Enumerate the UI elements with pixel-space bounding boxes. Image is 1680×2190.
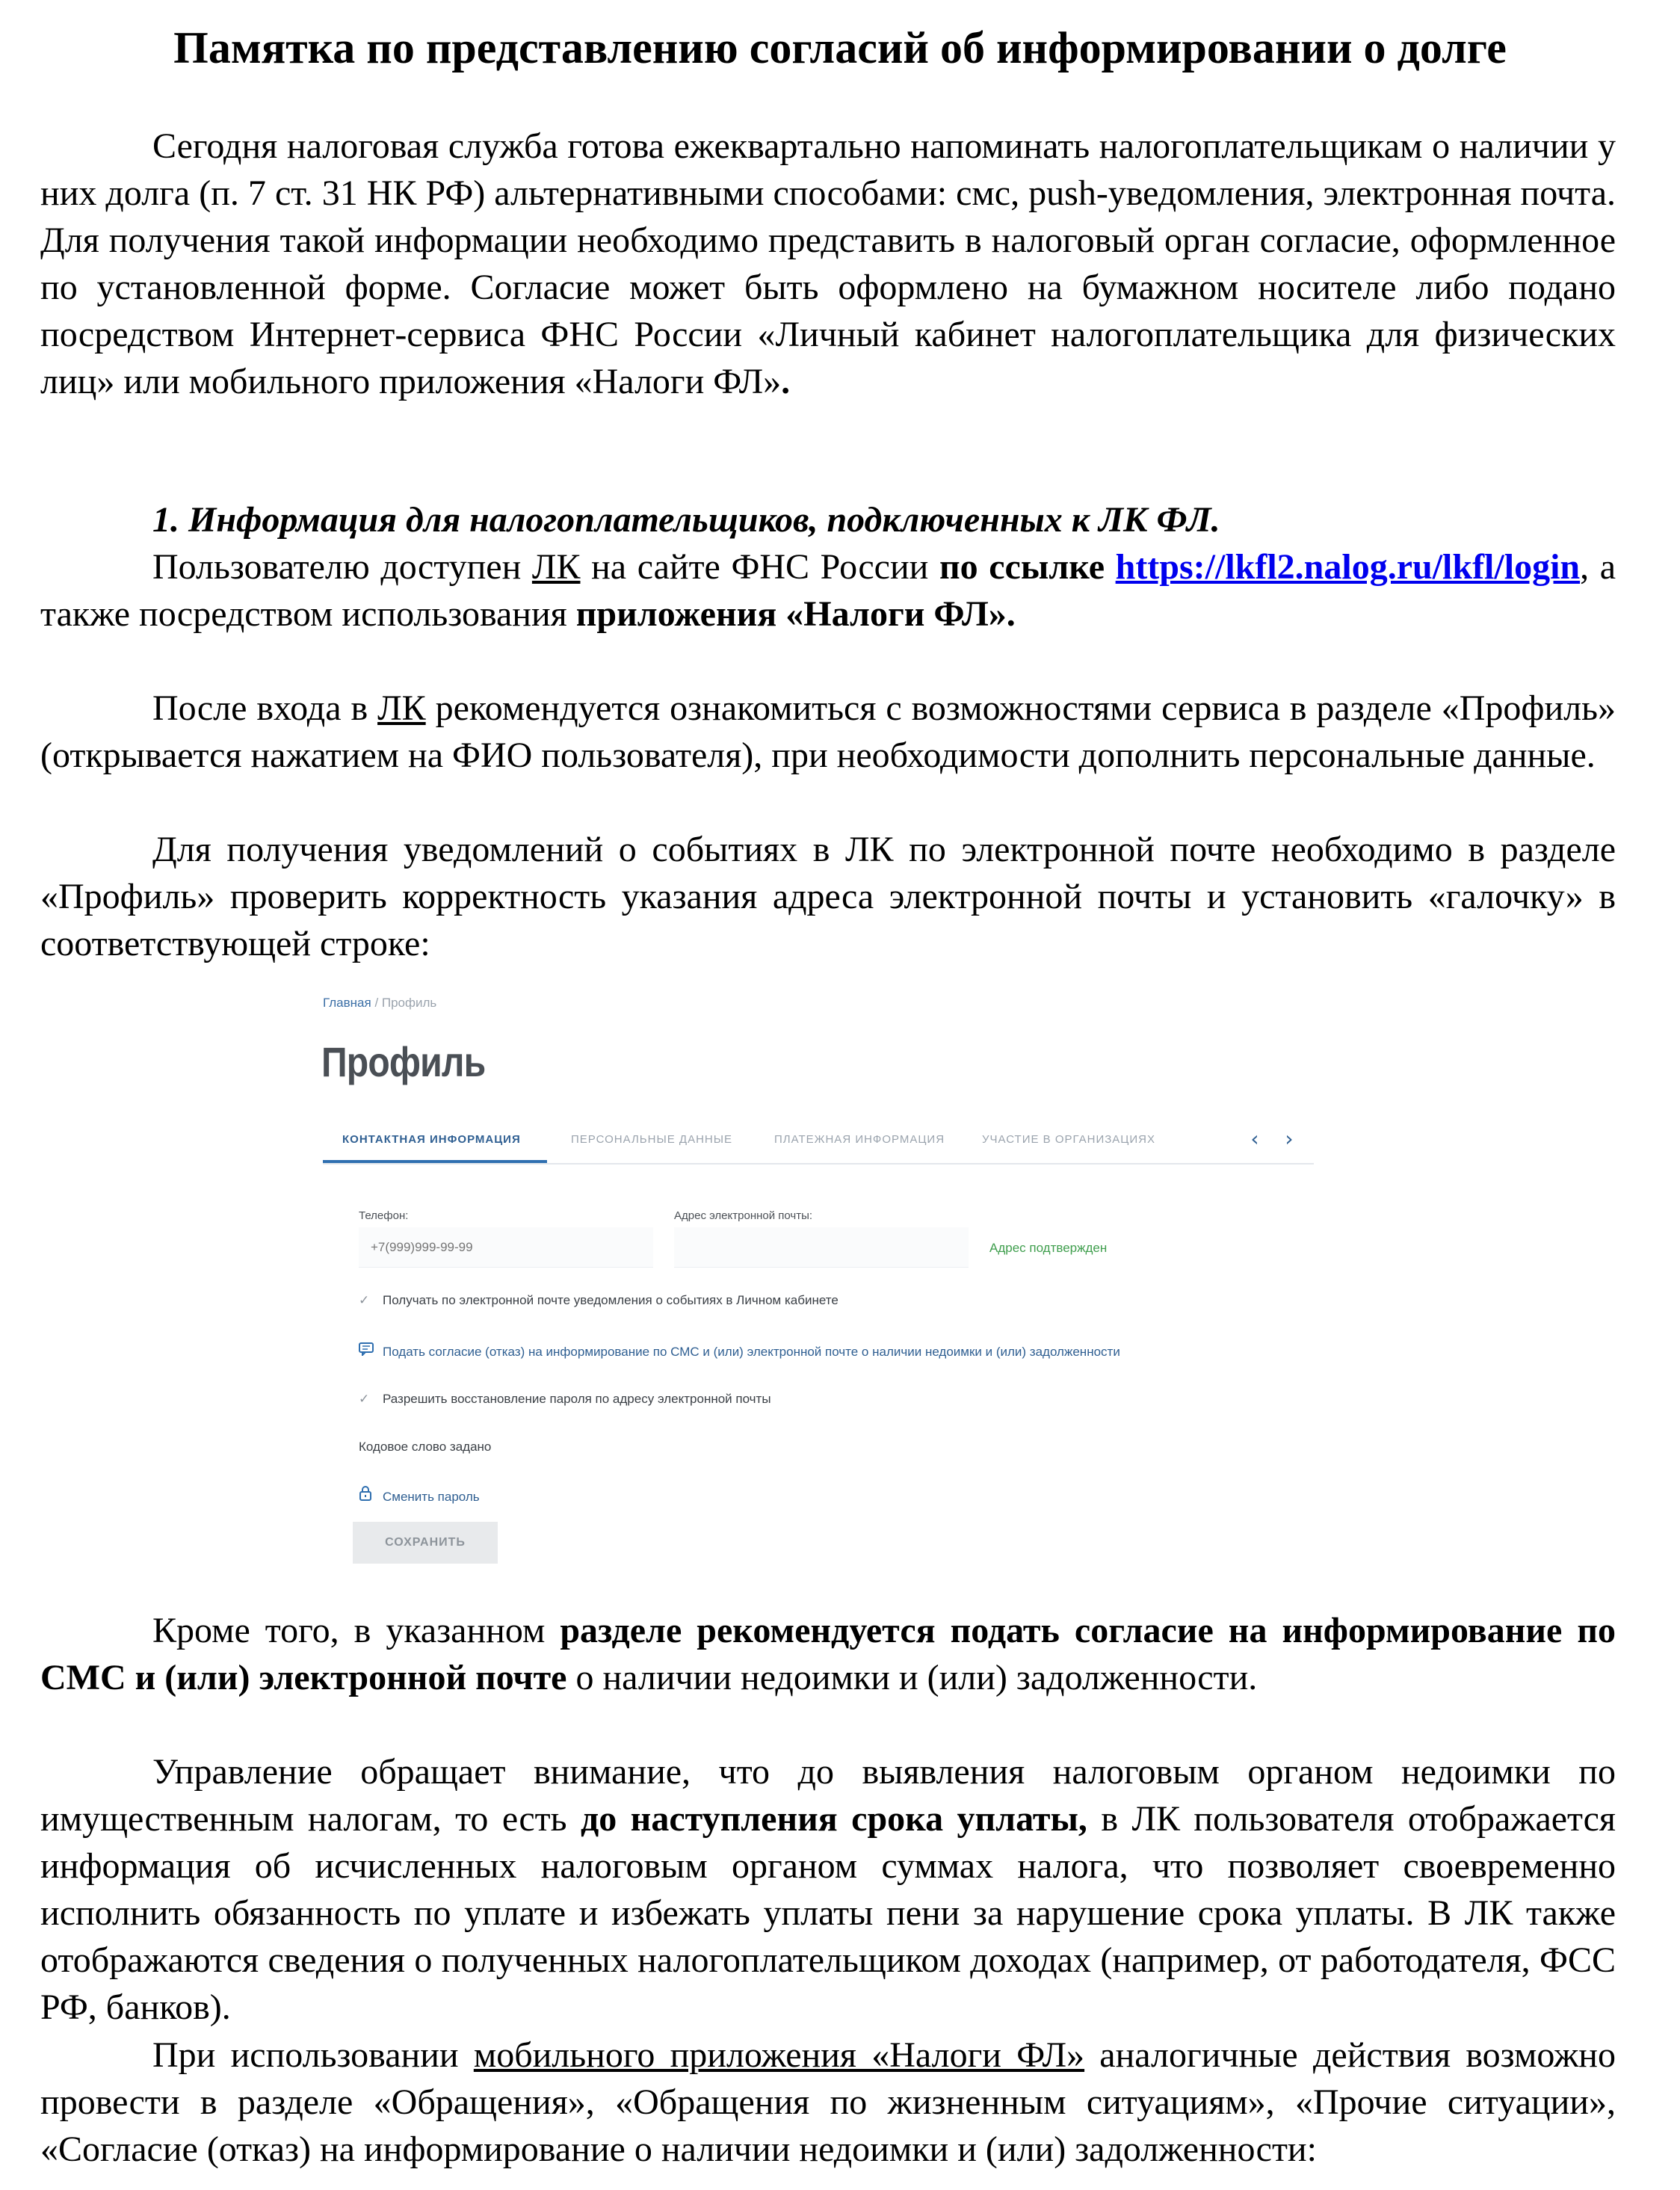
check-icon[interactable]: ✓ <box>359 1392 370 1406</box>
breadcrumb <box>323 996 436 1011</box>
tabs-prev-button[interactable]: ‹ <box>1244 1127 1266 1151</box>
phone-label: Телефон: <box>359 1209 409 1222</box>
tab-payment-info[interactable]: ПЛАТЕЖНАЯ ИНФОРМАЦИЯ <box>774 1133 945 1146</box>
phone-input[interactable] <box>359 1227 653 1268</box>
mobile-app-link[interactable]: мобильного приложения «Налоги ФЛ» <box>473 2035 1085 2075</box>
notify-option-label: Получать по электронной почте уведомления о событиях в Личном кабинете <box>383 1293 839 1307</box>
email-label: Адрес электронной почты: <box>674 1209 813 1222</box>
message-icon <box>359 1342 375 1360</box>
document-title: Памятка по представлению согласий об информировании о долге <box>173 23 1507 73</box>
check-icon[interactable]: ✓ <box>359 1293 370 1307</box>
intro-end: . <box>781 362 791 401</box>
restore-checkbox-row[interactable] <box>359 1392 771 1407</box>
profile-tabs <box>323 1124 1314 1165</box>
breadcrumb-home[interactable]: Главная <box>323 996 371 1010</box>
notify-checkbox-row[interactable] <box>359 1293 839 1308</box>
consent-link-row[interactable] <box>359 1342 1120 1360</box>
besides-bold: разделе рекомендуется подать согласие на информирование по СМС и (или) электронной почте <box>40 1611 1616 1697</box>
change-password-link[interactable] <box>359 1486 480 1505</box>
restore-option-label: Разрешить восстановление пароля по адресу электронной почты <box>383 1392 771 1406</box>
management-paragraph: Управление обращает внимание, что до выявления налоговым органом недоимки по имущественным налогам, то есть до наступления срока уплаты, в ЛК пользователя отображается информация об исчисленных налоговым органом суммах налога, что позволяет своевременно исполнить обязанность по уплате и избежать уплаты пени за нарушение срока уплаты. В ЛК также отображаются сведения о полученных налогоплательщиком доходах (например, от работодателя, ФСС РФ, банков). <box>40 1752 1616 2027</box>
section-1-heading-text: 1. Информация для налогоплательщиков, подключенных к ЛК ФЛ. <box>152 500 1220 540</box>
tab-organizations[interactable]: УЧАСТИЕ В ОРГАНИЗАЦИЯХ <box>982 1133 1156 1146</box>
access-bold-2: приложения «Налоги ФЛ». <box>575 594 1016 634</box>
breadcrumb-current: / Профиль <box>371 996 437 1010</box>
section-1-heading <box>40 496 1616 543</box>
lk-link-2[interactable]: ЛК <box>377 688 426 728</box>
email-input[interactable] <box>674 1227 969 1268</box>
lock-icon <box>359 1486 375 1505</box>
active-tab-indicator <box>323 1160 547 1163</box>
save-button[interactable]: СОХРАНИТЬ <box>353 1522 498 1564</box>
email-confirmed-status: Адрес подтвержден <box>989 1241 1108 1255</box>
profile-screenshot <box>320 985 1315 1597</box>
access-text-a: Пользователю доступен <box>152 547 532 587</box>
email-paragraph: Для получения уведомлений о событиях в ЛК по электронной почте необходимо в разделе «Профиль» проверить корректность указания адреса электронной почты и установить «галочку» в соответствующей строке: <box>40 830 1616 963</box>
change-password-text[interactable]: Сменить пароль <box>383 1490 480 1504</box>
management-bold: до наступления срока уплаты, <box>580 1799 1087 1839</box>
consent-link-text[interactable]: Подать согласие (отказ) на информирование по СМС и (или) электронной почте о наличии недоимки и (или) задолженности <box>383 1345 1120 1359</box>
besides-paragraph: Кроме того, в указанном разделе рекомендуется подать согласие на информирование по СМС и (или) электронной почте о наличии недоимки и (или) задолженности. <box>40 1611 1616 1697</box>
access-text-b: на сайте ФНС России <box>580 547 939 587</box>
after-login-paragraph: После входа в ЛК рекомендуется ознакомиться с возможностями сервиса в разделе «Профиль» (открывается нажатием на ФИО пользователя), при необходимости дополнить персональные данные. <box>40 688 1616 775</box>
tabs-next-button[interactable]: › <box>1278 1127 1300 1151</box>
intro-paragraph <box>40 123 1616 405</box>
lkfl-login-link[interactable]: https://lkfl2.nalog.ru/lkfl/login <box>1115 547 1581 587</box>
page-title: Профиль <box>321 1038 486 1085</box>
lk-link[interactable]: ЛК <box>531 547 581 587</box>
access-text-c: , а также посредством использования <box>40 547 1616 634</box>
mobile-paragraph: При использовании мобильного приложения «Налоги ФЛ» аналогичные действия возможно провести в разделе «Обращения», «Обращения по жизненным ситуациям», «Прочие ситуации», «Согласие (отказ) на информирование о наличии недоимки и (или) задолженности: <box>40 2035 1616 2169</box>
intro-text: Сегодня налоговая служба готова ежеквартально напоминать налогоплательщикам о наличии у них долга (п. 7 ст. 31 НК РФ) альтернативными способами: смс, push-уведомления, электронная почта. Для получения такой информации необходимо представить в налоговый орган согласие, оформленное по установленной форме. Согласие может быть оформлено на бумажном носителе либо подано посредством Интернет-сервиса ФНС России «Личный кабинет налогоплательщика для физических лиц» или мобильного приложения «Налоги ФЛ» <box>40 126 1616 401</box>
tab-personal-data[interactable]: ПЕРСОНАЛЬНЫЕ ДАННЫЕ <box>571 1133 733 1146</box>
access-paragraph <box>40 543 1616 638</box>
access-bold-1: по ссылке <box>939 547 1105 587</box>
tab-contact-info[interactable]: КОНТАКТНАЯ ИНФОРМАЦИЯ <box>342 1133 521 1146</box>
codeword-status: Кодовое слово задано <box>359 1440 492 1454</box>
